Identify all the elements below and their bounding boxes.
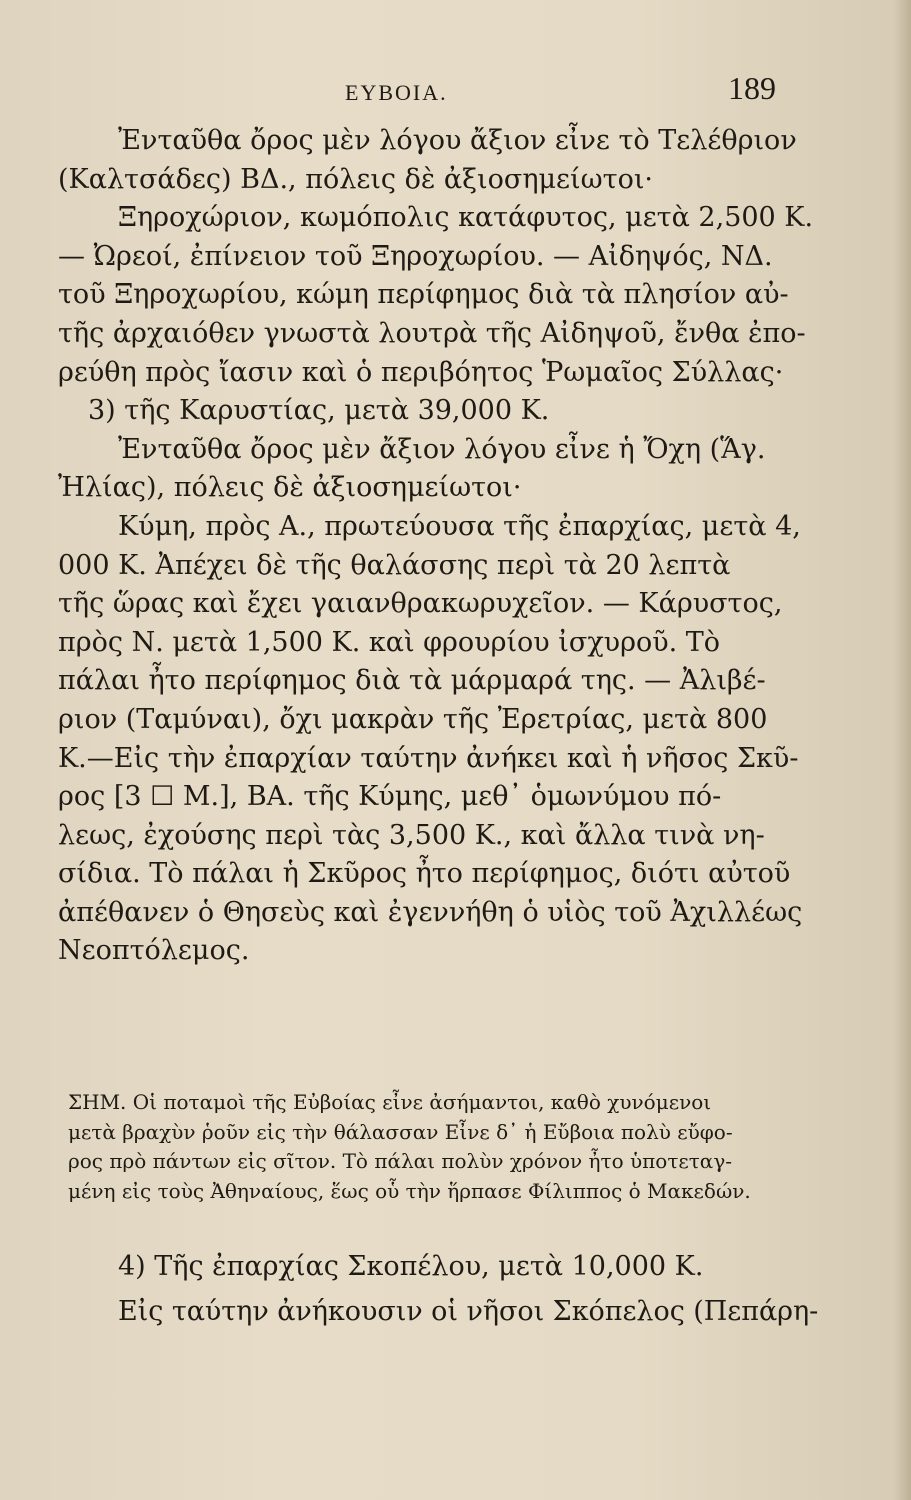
text-line: πρὸς Ν. μετὰ 1,500 Κ. καὶ φρουρίου ἰσχυροῦ. Τὸ bbox=[58, 626, 721, 658]
page-header bbox=[0, 70, 911, 114]
text-line: ρεύθη πρὸς ἴασιν καὶ ὁ περιβόητος Ῥωμαῖος Σύλλας· bbox=[58, 356, 784, 388]
body-text bbox=[58, 122, 818, 971]
running-title: ΕΥΒΟΙΑ. bbox=[345, 80, 448, 105]
page-edge-shadow bbox=[893, 0, 911, 1500]
text-line: ριον (Ταμύναι), ὄχι μακρὰν τῆς Ἐρετρίας, μετὰ 800 bbox=[58, 703, 768, 735]
text-line: τοῦ Ξηροχωρίου, κώμη περίφημος διὰ τὰ πλησίον αὐ- bbox=[58, 279, 789, 311]
page-number: 189 bbox=[728, 70, 776, 106]
text-line: τῆς ὥρας καὶ ἔχει γαιανθρακωρυχεῖον. — Κάρυστος, bbox=[58, 588, 783, 620]
text-line: Ἠλίας), πόλεις δὲ ἀξιοσημείωτοι· bbox=[58, 472, 522, 504]
section-continuation bbox=[58, 1244, 818, 1334]
text-line: Κύμη, πρὸς Α., πρωτεύουσα τῆς ἐπαρχίας, μετὰ 4, bbox=[118, 510, 801, 542]
text-line: πάλαι ἦτο περίφημος διὰ τὰ μάρμαρά της. — Ἀλιβέ- bbox=[58, 665, 766, 697]
text-line: Νεοπτόλεμος. bbox=[58, 935, 250, 967]
text-line: (Καλτσάδες) ΒΔ., πόλεις δὲ ἀξιοσημείωτοι· bbox=[58, 163, 653, 195]
text-line: 3) τῆς Καρυστίας, μετὰ 39,000 Κ. bbox=[88, 395, 550, 427]
text-line: 000 Κ. Ἀπέχει δὲ τῆς θαλάσσης περὶ τὰ 20 λεπτὰ bbox=[58, 549, 731, 581]
text-line: Εἰς ταύτην ἀνήκουσιν οἱ νῆσοι Σκόπελος (Πεπάρη- bbox=[118, 1296, 819, 1327]
text-line: τῆς ἀρχαιόθεν γνωστὰ λουτρὰ τῆς Αἰδηψοῦ, ἔνθα ἐπο- bbox=[58, 317, 806, 349]
text-line: σίδια. Τὸ πάλαι ἡ Σκῦρος ἦτο περίφημος, διότι αὐτοῦ bbox=[58, 858, 791, 890]
text-line: 4) Τῆς ἐπαρχίας Σκοπέλου, μετὰ 10,000 Κ. bbox=[118, 1251, 704, 1282]
text-line: ἀπέθανεν ὁ Θησεὺς καὶ ἐγεννήθη ὁ υἱὸς τοῦ Ἀχιλλέως bbox=[58, 896, 803, 928]
note-line: μετὰ βραχὺν ῥοῦν εἰς τὴν θάλασσαν Εἶνε δ᾽ ἡ Εὔβοια πολὺ εὔφο- bbox=[68, 1119, 733, 1144]
note-line: ΣΗΜ. Οἱ ποταμοὶ τῆς Εὐβοίας εἶνε ἀσήμαντοι, καθὸ χυνόμενοι bbox=[68, 1090, 712, 1114]
text-line: — Ὠρεοί, ἐπίνειον τοῦ Ξηροχωρίου. — Αἰδηψός, ΝΔ. bbox=[58, 240, 773, 272]
text-line: Ἐνταῦθα ὄρος μὲν λόγου ἄξιον εἶνε τὸ Τελέθριον bbox=[118, 125, 797, 156]
note-line: μένη εἰς τοὺς Ἀθηναίους, ἕως οὗ τὴν ἥρπασε Φίλιππος ὁ Μακεδών. bbox=[68, 1178, 751, 1203]
text-line: Κ.—Εἰς τὴν ἐπαρχίαν ταύτην ἀνήκει καὶ ἡ νῆσος Σκῦ- bbox=[58, 742, 799, 774]
text-line: λεως, ἐχούσης περὶ τὰς 3,500 Κ., καὶ ἄλλα τινὰ νη- bbox=[58, 819, 765, 851]
note-line: ρος πρὸ πάντων εἰς σῖτον. Τὸ πάλαι πολὺν χρόνον ἦτο ὑποτεταγ- bbox=[68, 1149, 733, 1173]
text-line: ρος [3 ☐ Μ.], ΒΑ. τῆς Κύμης, μεθ᾽ ὁμωνύμου πό- bbox=[58, 781, 722, 813]
text-line: Ξηροχώριον, κωμόπολις κατάφυτος, μετὰ 2,500 Κ. bbox=[118, 202, 814, 234]
footnote bbox=[68, 1088, 828, 1206]
text-line: Ἐνταῦθα ὄρος μὲν ἄξιον λόγου εἶνε ἡ Ὄχη (Ἅγ. bbox=[118, 433, 766, 465]
